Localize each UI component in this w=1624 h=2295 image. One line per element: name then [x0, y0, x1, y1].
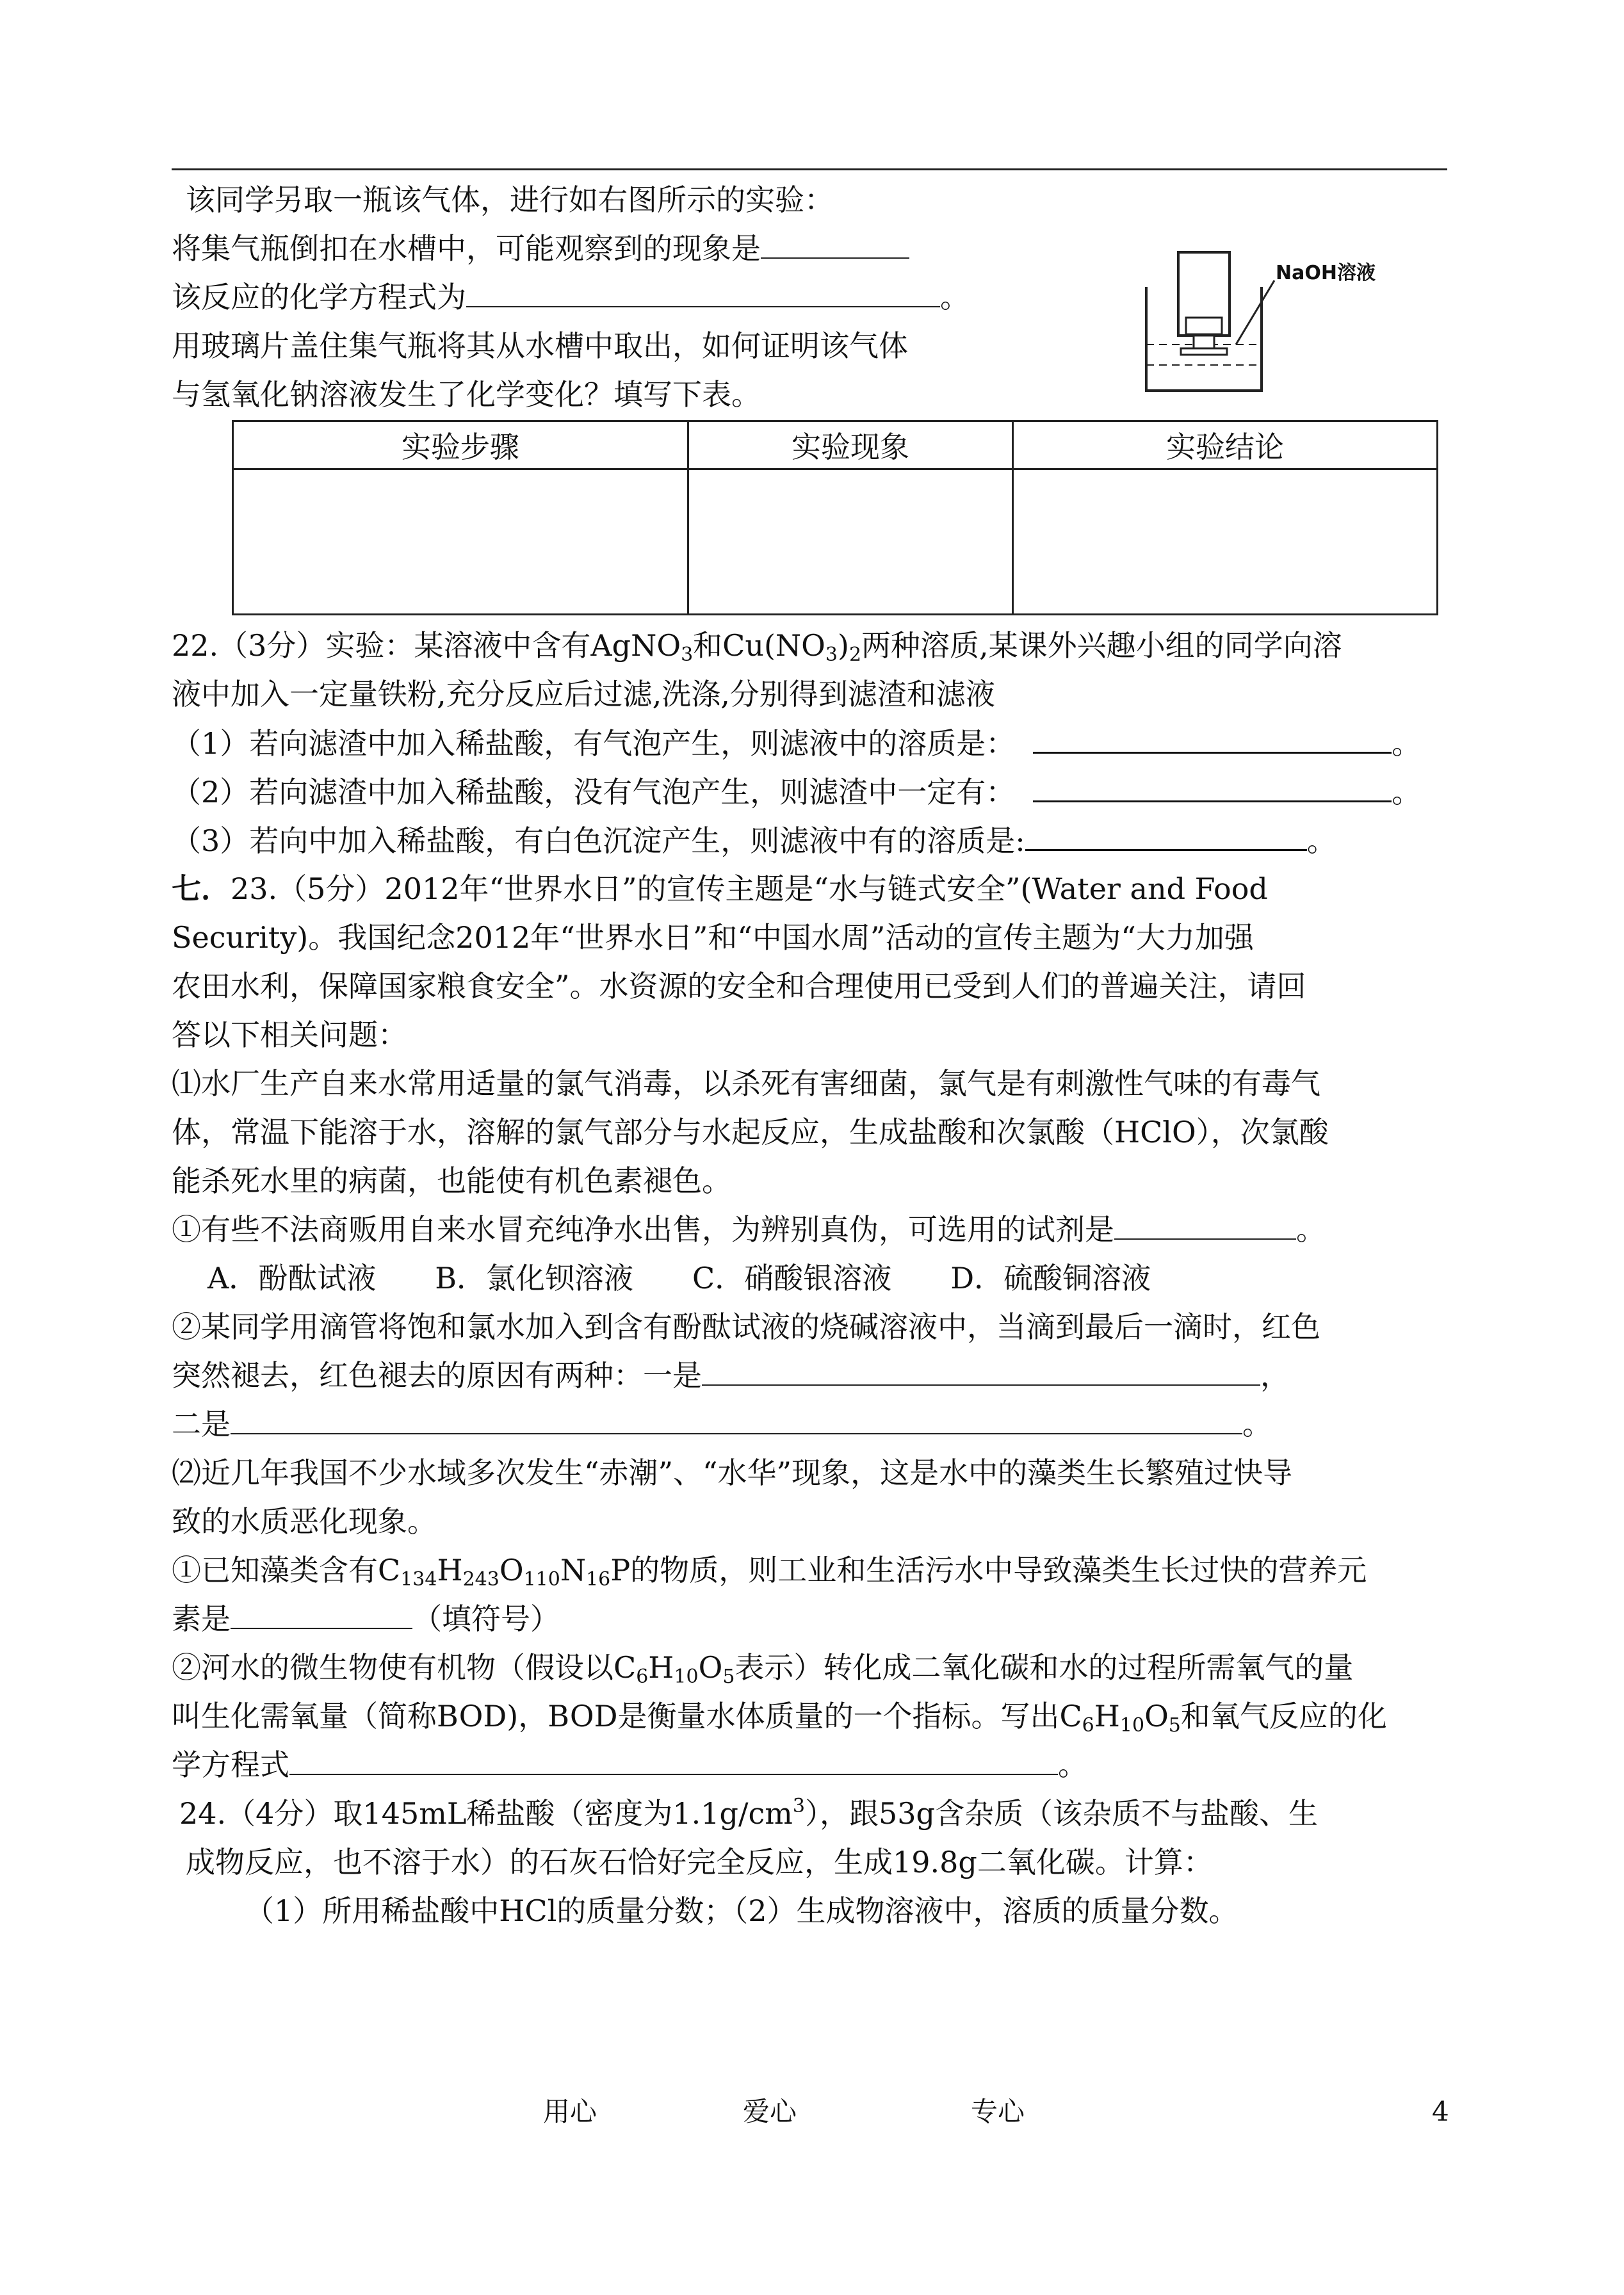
- q23-q2-line-3: 二是 。: [172, 1405, 1272, 1443]
- footer-text-1: 用心: [543, 2096, 597, 2127]
- q23-line-1: 七．23.（5分）2012年“世界水日”的宣传主题是“水与链式安全”(Water and Food: [172, 872, 1268, 906]
- q22-sub-3: （3）若向中加入稀盐酸，有白色沉淀产生，则滤液中有的溶质是: 。: [172, 821, 1336, 860]
- answer-blank-q23-2b: [231, 1405, 1242, 1434]
- cell-steps: [233, 469, 688, 615]
- cell-conclusion: [1013, 469, 1438, 615]
- q24-line-1: 24.（4分）取145mL稀盐酸（密度为$1.1g/cm^3$），跟53g含杂质（该杂质不与盐酸、生: [179, 1795, 1318, 1831]
- intro-line-5: 与氢氧化钠溶液发生了化学变化？填写下表。: [172, 377, 761, 412]
- intro-line-2: 将集气瓶倒扣在水槽中，可能观察到的现象是: [172, 229, 909, 268]
- intro-line-3: 该反应的化学方程式为 。: [172, 278, 970, 316]
- answer-blank-q23-4: [289, 1746, 1058, 1775]
- cell-phenomena: [688, 469, 1012, 615]
- q23-q2-line-2: 突然褪去，红色褪去的原因有两种：一是 ，: [172, 1356, 1290, 1395]
- q23-q3-line-2: 素是 （填符号）: [172, 1600, 560, 1638]
- header-conclusion: 实验结论: [1013, 421, 1438, 469]
- page-number: 4: [1432, 2096, 1449, 2127]
- q24-line-3: （1）所用稀盐酸中HCl的质量分数；（2）生成物溶液中，溶质的质量分数。: [245, 1894, 1238, 1928]
- q23-part1-line-1: ⑴水厂生产自来水常用适量的氯气消毒，以杀死有害细菌，氯气是有刺激性气味的有毒气: [172, 1066, 1320, 1101]
- header-steps: 实验步骤: [233, 421, 688, 469]
- q22-sub-2: （2）若向滤渣中加入稀盐酸，没有气泡产生，则滤渣中一定有： 。: [172, 772, 1421, 811]
- footer-text-2: 爱心: [743, 2096, 797, 2127]
- q23-part1-line-2: 体，常温下能溶于水，溶解的氯气部分与水起反应，生成盐酸和次氯酸（HClO），次氯酸: [172, 1115, 1329, 1149]
- q23-q2-line-1: ②某同学用滴管将饱和氯水加入到含有酚酞试液的烧碱溶液中，当滴到最后一滴时，红色: [172, 1310, 1320, 1344]
- q23-line-2: Security)。我国纪念2012年“世界水日”和“中国水周”活动的宣传主题为“大力加强: [172, 920, 1254, 955]
- answer-blank-equation: [466, 278, 940, 307]
- q23-part2-line-2: 致的水质恶化现象。: [172, 1504, 437, 1539]
- answer-blank-q22-1: [1033, 724, 1392, 754]
- q23-line-3: 农田水利，保障国家粮食安全”。水资源的安全和合理使用已受到人们的普遍关注，请回: [172, 969, 1306, 1003]
- q23-part1-line-3: 能杀死水里的病菌，也能使有机色素褪色。: [172, 1164, 731, 1198]
- footer-text-3: 专心: [971, 2096, 1025, 2127]
- q23-line-4: 答以下相关问题：: [172, 1018, 407, 1052]
- q23-q4-line-2: 叫生化需氧量（简称BOD)，BOD是衡量水体质量的一个指标。写出$C_6H_{10}O_5$和氧气反应的化: [172, 1699, 1387, 1737]
- label-pointer: [1236, 280, 1274, 345]
- answer-blank-q22-3: [1025, 821, 1307, 851]
- header-phenomena: 实验现象: [688, 421, 1012, 469]
- intro-line-1: 该同学另取一瓶该气体，进行如右图所示的实验：: [186, 182, 834, 217]
- q24-line-2: 成物反应，也不溶于水）的石灰石恰好完全反应，生成19.8g二氧化碳。计算：: [186, 1845, 1213, 1879]
- q23-part2-line-1: ⑵近几年我国不少水域多次发生“赤潮”、“水华”现象，这是水中的藻类生长繁殖过快导: [172, 1456, 1293, 1490]
- q23-q3-line-1: ①已知藻类含有$C_{134}H_{243}O_{110}N_{16}P$的物质，则工业和生活污水中导致藻类生长过快的营养元: [172, 1553, 1367, 1591]
- answer-blank-q22-2: [1033, 772, 1392, 802]
- answer-blank-q23-3: [231, 1600, 412, 1629]
- answer-blank-phenomenon: [761, 229, 909, 259]
- q23-q1: ①有些不法商贩用自来水冒充纯净水出售，为辨别真伪，可选用的试剂是 。: [172, 1210, 1326, 1249]
- q23-q4-line-3: 学方程式 。: [172, 1746, 1087, 1784]
- intro-line-4: 用玻璃片盖住集气瓶将其从水槽中取出，如何证明该气体: [172, 328, 908, 363]
- beaker-diagram: [1140, 248, 1409, 402]
- q23-q4-line-1: ②河水的微生物使有机物（假设以$C_6H_{10}O_5$表示）转化成二氧化碳和水的过程所需氧气的量: [172, 1650, 1354, 1688]
- experiment-table: [232, 420, 1438, 615]
- answer-blank-q23-2a: [702, 1356, 1260, 1386]
- q22-line-1: 22.（3分）实验：某溶液中含有AgNO$_3$和$Cu(NO_3)_2$两种溶质,某课外兴趣小组的同学向溶: [172, 628, 1342, 666]
- q22-line-2: 液中加入一定量铁粉,充分反应后过滤,洗涤,分别得到滤渣和滤液: [172, 677, 995, 711]
- naoh-label: NaOH溶液: [1276, 262, 1376, 284]
- q23-options: A．酚酞试液 B．氯化钡溶液 C．硝酸银溶液 D．硫酸铜溶液: [207, 1261, 1151, 1295]
- header-rule: [172, 168, 1447, 170]
- q22-sub-1: （1）若向滤渣中加入稀盐酸，有气泡产生，则滤液中的溶质是： 。: [172, 724, 1421, 763]
- answer-blank-q23-1: [1114, 1210, 1296, 1240]
